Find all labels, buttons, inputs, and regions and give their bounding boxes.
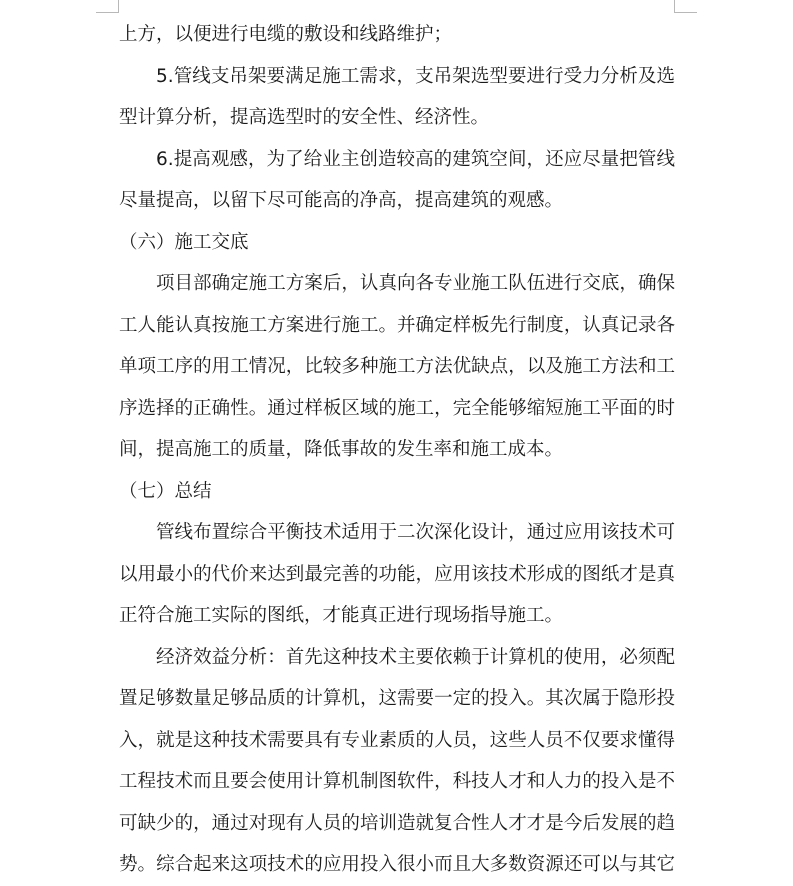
section-heading: （七）总结 [119, 480, 212, 502]
text-line: 势。综合起来这项技术的应用投入很小而且大多数资源还可以与其它 [119, 854, 675, 875]
text-line: 单项工序的用工情况，比较多种施工方法优缺点，以及施工方法和工 [119, 356, 675, 377]
text-line: 间，提高施工的质量，降低事故的发生率和施工成本。 [119, 439, 564, 460]
text-line: 上方，以便进行电缆的敷设和线路维护； [119, 24, 453, 45]
text-line: 以用最小的代价来达到最完善的功能，应用该技术形成的图纸才是真 [119, 563, 675, 585]
text-line: 型计算分析，提高选型时的安全性、经济性。 [119, 107, 490, 128]
text-line: 经济效益分析：首先这种技术主要依赖于计算机的使用，必须配 [156, 646, 675, 668]
text-line: 置足够数量足够品质的计算机，这需要一定的投入。其次属于隐形投 [119, 688, 675, 709]
text-line: 工人能认真按施工方案进行施工。并确定样板先行制度，认真记录各 [119, 314, 675, 336]
text-line: 管线布置综合平衡技术适用于二次深化设计，通过应用该技术可 [156, 522, 675, 543]
text-line: 6.提高观感，为了给业主创造较高的建筑空间，还应尽量把管线 [156, 148, 675, 170]
text-line: 工程技术而且要会使用计算机制图软件，科技人才和人力的投入是不 [119, 771, 675, 792]
text-line: 正符合施工实际的图纸，才能真正进行现场指导施工。 [119, 605, 564, 626]
page-corner-mark-left [96, 0, 119, 13]
text-line: 序选择的正确性。通过样板区域的施工，完全能够缩短施工平面的时 [119, 397, 675, 419]
text-line: 5.管线支吊架要满足施工需求，支吊架选型要进行受力分析及选 [156, 65, 675, 87]
text-line: 项目部确定施工方案后，认真向各专业施工队伍进行交底，确保 [156, 273, 675, 294]
text-line: 入，就是这种技术需要具有专业素质的人员，这些人员不仅要求懂得 [119, 729, 675, 751]
section-heading: （六）施工交底 [119, 231, 249, 253]
text-line: 尽量提高，以留下尽可能高的净高，提高建筑的观感。 [119, 190, 564, 211]
text-line: 可缺少的，通过对现有人员的培训造就复合性人才才是今后发展的趋 [119, 812, 675, 834]
page-corner-mark-right [674, 0, 697, 13]
document-body [119, 14, 675, 886]
